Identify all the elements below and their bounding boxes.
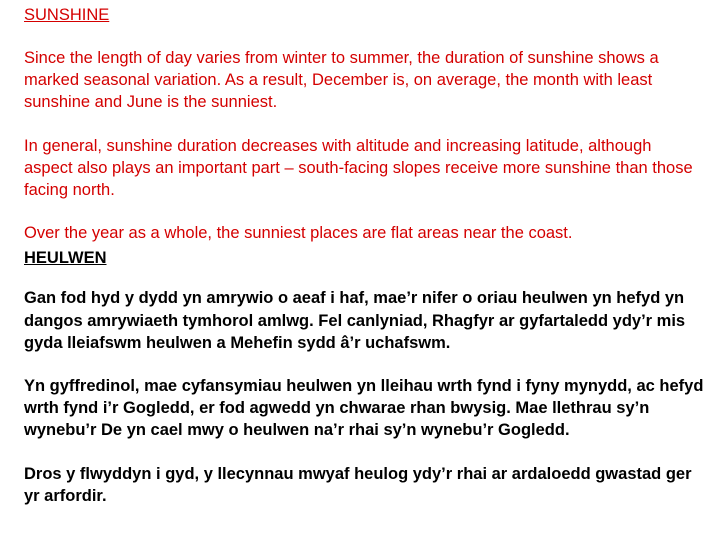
english-heading: SUNSHINE [24, 6, 110, 24]
welsh-heading: HEULWEN [24, 249, 107, 268]
welsh-paragraph-1: Gan fod hyd y dydd yn amrywio o aeaf i haf, mae’r nifer o oriau heulwen yn hefyd yn dangos amrywiaeth tymhorol amlwg. Fel canlyniad, Rhagfyr ar gyfartaledd ydy’r mis gyda lleiafswm heulwen a Mehefin sydd â’r uchafswm. [24, 289, 686, 352]
welsh-paragraph-2: Yn gyffredinol, mae cyfansymiau heulwen yn lleihau wrth fynd i fyny mynydd, ac hefyd wrth fynd i’r Gogledd, er fod agwedd yn chwarae rhan bwysig. Mae llethrau sy’n wynebu’r De yn cael mwy o heulwen na’r rhai sy’n wynebu’r Gogledd. [24, 377, 704, 440]
english-paragraph-2: In general, sunshine duration decreases with altitude and increasing latitude, although aspect also plays an important part – south-facing slopes receive more sunshine than those facing north. [24, 136, 693, 200]
document-page [24, 5, 704, 507]
welsh-paragraph-3: Dros y flwyddyn i gyd, y llecynnau mwyaf heulog ydy’r rhai ar ardaloedd gwastad ger yr arfordir. [24, 464, 692, 505]
english-paragraph-1: Since the length of day varies from winter to summer, the duration of sunshine shows a marked seasonal variation. As a result, December is, on average, the month with least sunshine and June is the sunniest. [24, 49, 659, 112]
english-paragraph-3: Over the year as a whole, the sunniest places are flat areas near the coast. [24, 224, 573, 243]
